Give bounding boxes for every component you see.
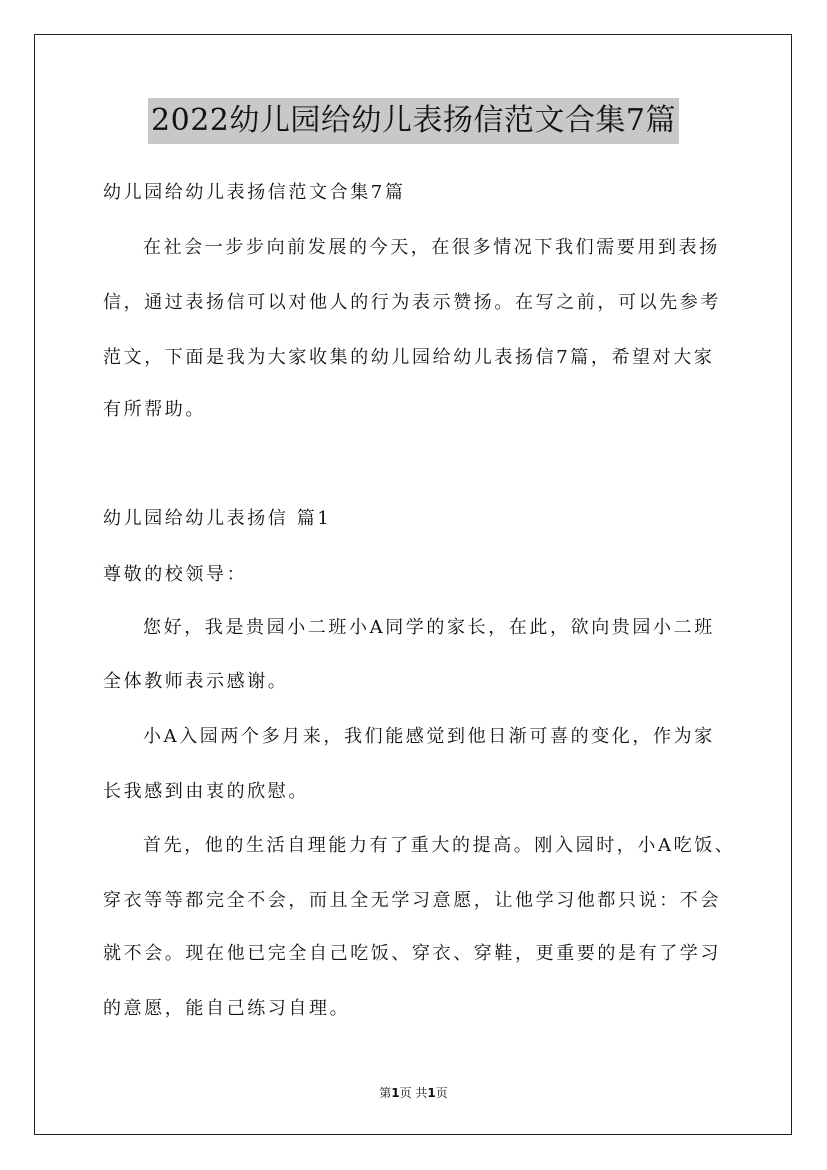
page-current-number: 1 [391,1086,400,1100]
paragraph-line: 全体教师表示感谢。 [103,671,289,692]
paragraph-line: 范文，下面是我为大家收集的幼儿园给幼儿表扬信7篇，希望对大家 [103,347,715,368]
paragraph-line: 有所帮助。 [103,399,206,420]
subtitle-line: 幼儿园给幼儿表扬信范文合集7篇 [103,182,406,203]
section-heading: 幼儿园给幼儿表扬信 篇1 [103,508,332,529]
salutation: 尊敬的校领导： [103,564,248,585]
footer-mid: 页 共 [399,1086,428,1100]
paragraph-line: 信，通过表扬信可以对他人的行为表示赞扬。在写之前，可以先参考 [103,292,721,313]
page-footer [0,1085,827,1101]
footer-prefix: 第 [379,1086,392,1100]
paragraph-line: 您好，我是贵园小二班小A同学的家长，在此，欲向贵园小二班 [143,617,715,638]
paragraph-line: 就不会。现在他已完全自己吃饭、穿衣、穿鞋，更重要的是有了学习 [103,943,721,964]
paragraph-line: 穿衣等等都完全不会，而且全无学习意愿，让他学习他都只说：不会 [103,890,721,911]
paragraph-line: 长我感到由衷的欣慰。 [103,781,309,802]
footer-suffix: 页 [435,1086,448,1100]
document-title: 2022幼儿园给幼儿表扬信范文合集7篇 [148,98,679,144]
paragraph-line: 小A入园两个多月来，我们能感觉到他日渐可喜的变化，作为家 [143,726,715,747]
title-container [0,98,827,144]
paragraph-line: 首先，他的生活自理能力有了重大的提高。刚入园时，小A吃饭、 [143,835,736,856]
paragraph-line: 的意愿，能自己练习自理。 [103,998,351,1019]
paragraph-line: 在社会一步步向前发展的今天，在很多情况下我们需要用到表扬 [143,237,720,258]
page-total-number: 1 [427,1086,436,1100]
